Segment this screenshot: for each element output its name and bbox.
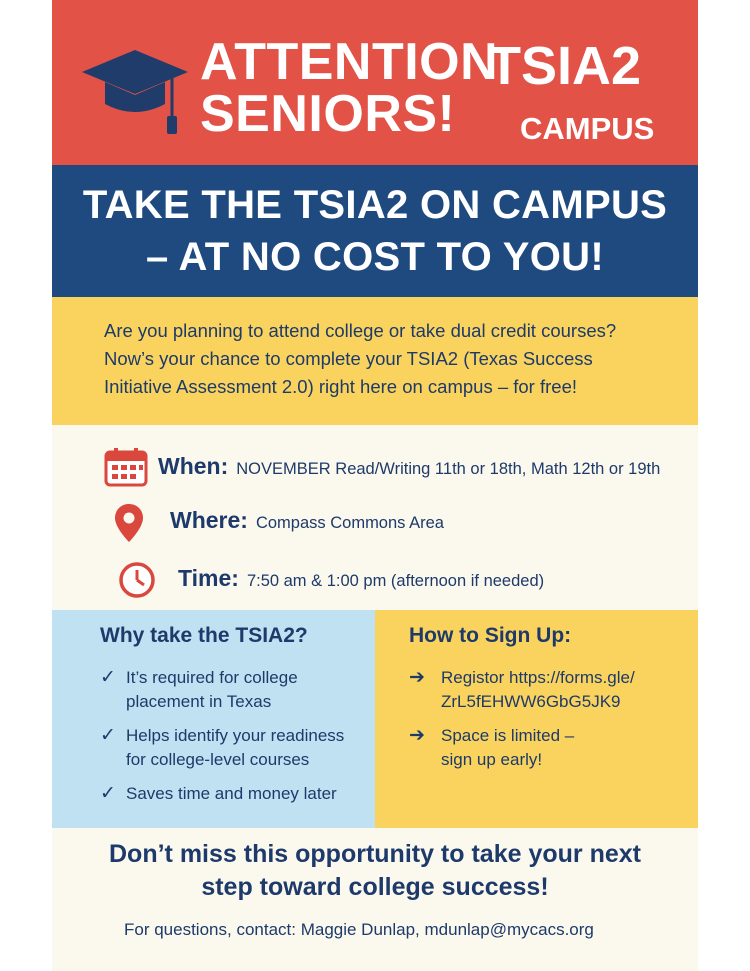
contact-info: For questions, contact: Maggie Dunlap, mdunlap@mycacs.org (124, 920, 594, 939)
cost-banner-line2: – AT NO COST TO YOU! (146, 235, 604, 279)
headline-line2: SENIORS! (200, 85, 456, 143)
cost-banner (52, 165, 698, 297)
why-title: Why take the TSIA2? (100, 624, 308, 647)
why-item-2-line1: Helps identify your readiness (126, 726, 345, 745)
why-item-2-line2: for college-level courses (126, 750, 310, 769)
headline (200, 33, 499, 143)
tsia-title: TSIA2 (488, 36, 642, 96)
time-row (178, 565, 544, 592)
graduation-cap-icon (80, 40, 190, 140)
checkmark-icon: ✓ (100, 667, 116, 688)
arrow-right-icon: ➔ (409, 667, 425, 688)
when-label: When: (158, 453, 229, 479)
when-value: NOVEMBER Read/Writing 11th or 18th, Math 12th or 19th (236, 460, 661, 478)
intro-line3: Initiative Assessment 2.0) right here on campus – for free! (104, 376, 578, 397)
signup-section (375, 610, 698, 828)
signup-title: How to Sign Up: (409, 624, 572, 647)
clock-icon (118, 561, 156, 599)
calendar-icon (104, 447, 148, 487)
why-item-3-line1: Saves time and money later (126, 784, 337, 803)
why-item-1-line2: placement in Texas (126, 692, 272, 711)
checkmark-icon: ✓ (100, 783, 116, 804)
cost-banner-line1: TAKE THE TSIA2 ON CAMPUS (82, 183, 668, 227)
where-value: Compass Commons Area (255, 514, 444, 532)
signup-link-line2[interactable]: ZrL5fEHWW6GbG5JK9 (441, 692, 621, 711)
time-label: Time: (178, 565, 239, 591)
signup-link-line1[interactable]: Registor https://forms.gle/ (441, 668, 635, 687)
location-pin-icon (114, 503, 144, 543)
signup-item-2 (441, 724, 574, 772)
where-row (170, 507, 444, 534)
flyer (52, 0, 698, 971)
why-item-1-line1: It’s required for college (126, 668, 298, 687)
closing-line1: Don’t miss this opportunity to take your next (109, 840, 641, 868)
headline-line1: ATTENTION (200, 33, 499, 91)
intro-line2: Now’s your chance to complete your TSIA2 (Texas Success (104, 348, 593, 369)
signup-item-2-line2: sign up early! (441, 750, 543, 769)
why-item-3 (126, 782, 337, 806)
why-item-1 (126, 666, 298, 714)
why-section (52, 610, 375, 828)
closing-message (52, 838, 698, 904)
why-item-2 (126, 724, 344, 772)
checkmark-icon: ✓ (100, 725, 116, 746)
closing-line2: step toward college success! (201, 873, 549, 901)
when-row (158, 453, 660, 480)
signup-item-2-line1: Space is limited – (441, 726, 575, 745)
intro-text (52, 297, 698, 425)
header-banner (52, 0, 698, 165)
campus-subtitle: CAMPUS (520, 111, 655, 146)
signup-item-1[interactable] (441, 666, 635, 714)
time-value: 7:50 am & 1:00 pm (afternoon if needed) (246, 572, 545, 590)
intro-line1: Are you planning to attend college or take dual credit courses? (104, 320, 617, 341)
where-label: Where: (170, 507, 248, 533)
event-details (52, 425, 698, 610)
arrow-right-icon: ➔ (409, 725, 425, 746)
